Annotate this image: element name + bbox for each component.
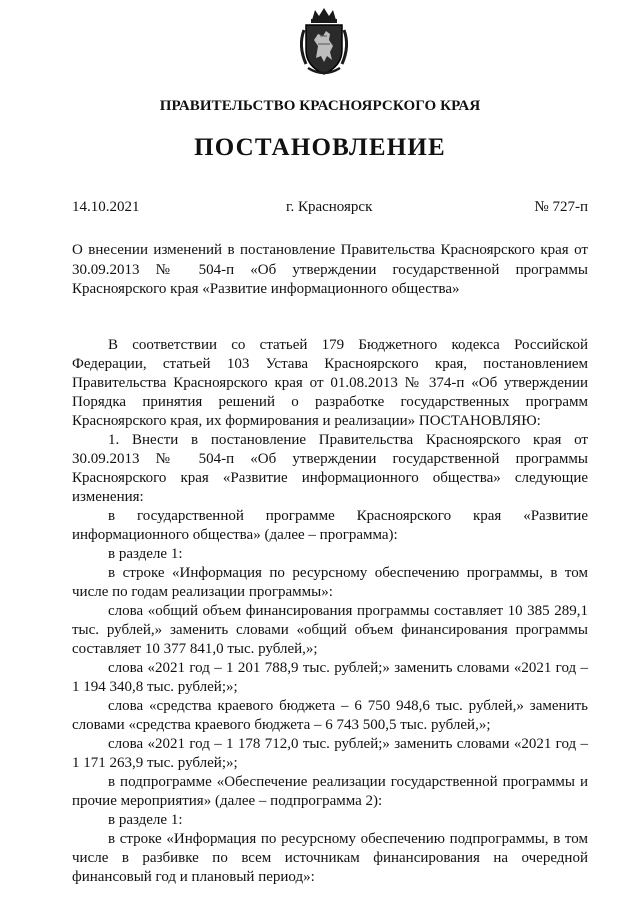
paragraph: в государственной программе Красноярского края «Развитие информационного общества» (далее – программа): [72, 508, 588, 543]
paragraph: в строке «Информация по ресурсному обеспечению подпрограммы, в том числе в разбивке по всем источникам финансирования на очередной финансовый год и плановый период»: [72, 831, 588, 885]
coat-of-arms-icon [296, 6, 352, 78]
paragraph: слова «общий объем финансирования программы составляет 10 385 289,1 тыс. рублей,» заменить словами «общий объем финансирования программы составляет 10 377 841,0 тыс. рублей,»; [72, 603, 588, 657]
paragraph: слова «средства краевого бюджета – 6 750 948,6 тыс. рублей,» заменить словами «средства краевого бюджета – 6 743 500,5 тыс. рублей,»; [72, 698, 588, 733]
paragraph: в разделе 1: [108, 546, 183, 562]
document-city: г. Красноярск [286, 199, 373, 215]
paragraph: в подпрограмме «Обеспечение реализации государственной программы и прочие мероприятия» (далее – подпрограмма 2): [72, 774, 588, 809]
paragraph-preamble: В соответствии со статьей 179 Бюджетного кодекса Российской Федерации, статьей 103 Устава Красноярского края, постановлением Правительства Красноярского края от 01.08.2013 № 374-п «Об утверждении Порядка принятия решений о разработке государственных программ Красноярского края, их формирования и реализации» ПОСТАНОВЛЯЮ: [72, 337, 588, 429]
paragraph: слова «2021 год – 1 178 712,0 тыс. рублей;» заменить словами «2021 год – 1 171 263,9 тыс. рублей;»; [72, 736, 588, 771]
document-body [72, 336, 588, 887]
organization-title: ПРАВИТЕЛЬСТВО КРАСНОЯРСКОГО КРАЯ [159, 98, 481, 114]
paragraph: в строке «Информация по ресурсному обеспечению программы, в том числе по годам реализации программы»: [72, 565, 588, 600]
paragraph: слова «2021 год – 1 201 788,9 тыс. рублей;» заменить словами «2021 год – 1 194 340,8 тыс. рублей;»; [72, 660, 588, 695]
paragraph-item-1: 1. Внести в постановление Правительства Красноярского края от 30.09.2013 № 504-п «Об утверждении государственной программы Красноярского края «Развитие информационного общества» следующие изменения: [72, 432, 588, 505]
document-number: № 727-п [534, 199, 588, 215]
document-type-title: ПОСТАНОВЛЕНИЕ [194, 134, 446, 161]
document-date: 14.10.2021 [72, 199, 140, 215]
document-subject: О внесении изменений в постановление Правительства Красноярского края от 30.09.2013 № 504-п «Об утверждении государственной программы Красноярского края «Развитие информационного общества» [72, 242, 588, 297]
paragraph: в разделе 1: [108, 812, 183, 828]
